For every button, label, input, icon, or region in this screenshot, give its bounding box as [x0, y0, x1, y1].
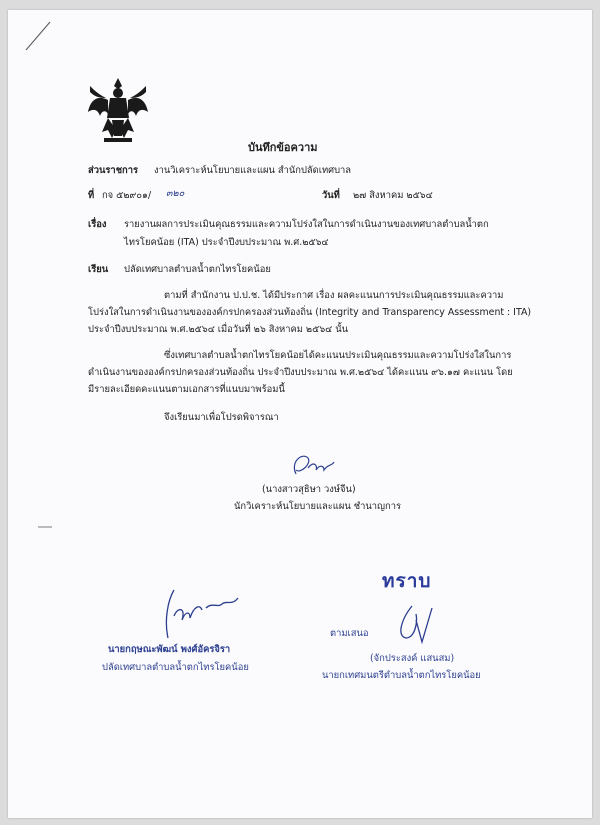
subject-line-2: ไทรโยคน้อย (ITA) ประจำปีงบประมาณ พ.ศ.๒๕๖๔ [124, 237, 329, 248]
date-label: วันที่ [322, 190, 340, 201]
mayor-position: นายกเทศมนตรีตำบลน้ำตกไทรโยคน้อย [322, 670, 481, 681]
subject-label: เรื่อง [88, 219, 107, 230]
paragraph-1-line-3: ประจำปีงบประมาณ พ.ศ.๒๕๖๔ เมื่อวันที่ ๒๖ สิงหาคม ๒๕๖๔ นั้น [88, 324, 349, 335]
pen-mark-icon [24, 18, 54, 52]
agency-label: ส่วนราชการ [88, 165, 139, 176]
ref-value: กจ ๕๒๙๐๑/ [102, 190, 152, 201]
mayor-name: (จักประสงค์ แสนสม) [370, 653, 455, 664]
paragraph-2-line-3: มีรายละเอียดคะแนนตามเอกสารที่แนบมาพร้อมนี้ [88, 384, 285, 395]
paragraph-1-line-1: ตามที่ สำนักงาน ป.ป.ช. ได้มีประกาศ เรื่อง ผลคะแนนการประเมินคุณธรรมและความ [164, 290, 504, 301]
subject-line-1: รายงานผลการประเมินคุณธรรมและความโปร่งใสในการดำเนินงานของเทศบาลตำบลน้ำตก [124, 219, 489, 230]
mayor-signature-icon [392, 598, 446, 650]
deputy-name: นายกฤษณะพัฒน์ พงศ์อัครจิรา [108, 644, 231, 655]
signatory-position: นักวิเคราะห์นโยบายและแผน ชำนาญการ [234, 501, 401, 512]
to-value: ปลัดเทศบาลตำบลน้ำตกไทรโยคน้อย [124, 264, 271, 275]
deputy-signature-icon [156, 586, 248, 642]
ref-label: ที่ [88, 190, 95, 201]
agency-value: งานวิเคราะห์นโยบายและแผน สำนักปลัดเทศบาล [154, 165, 352, 176]
date-value: ๒๗ สิงหาคม ๒๕๖๔ [353, 190, 433, 201]
acknowledged-stamp: ทราบ [382, 570, 432, 592]
signatory-name: (นางสาวสุธิษา วงษ์จีน) [262, 484, 356, 495]
garuda-emblem-icon [86, 76, 150, 148]
scan-mark [38, 526, 52, 528]
to-label: เรียน [88, 264, 109, 275]
paragraph-1-line-2: โปร่งใสในการดำเนินงานขององค์กรปกครองส่วนท้องถิ่น (Integrity and Transparency Assessment : ITA) [88, 307, 532, 318]
ref-handwritten: ๓๒๐ [166, 188, 185, 199]
author-signature-icon [288, 448, 338, 482]
closing-line: จึงเรียนมาเพื่อโปรดพิจารณา [164, 412, 279, 423]
memo-title: บันทึกข้อความ [248, 141, 318, 154]
mayor-note: ตามเสนอ [330, 628, 369, 639]
memo-page [8, 10, 592, 818]
paragraph-2-line-1: ซึ่งเทศบาลตำบลน้ำตกไทรโยคน้อยได้คะแนนประเมินคุณธรรมและความโปร่งใสในการ [164, 350, 512, 361]
paragraph-2-line-2: ดำเนินงานขององค์กรปกครองส่วนท้องถิ่น ประจำปีงบประมาณ พ.ศ.๒๕๖๔ ได้คะแนน ๙๖.๑๗ คะแนน โดย [88, 367, 513, 378]
deputy-position: ปลัดเทศบาลตำบลน้ำตกไทรโยคน้อย [102, 662, 249, 673]
